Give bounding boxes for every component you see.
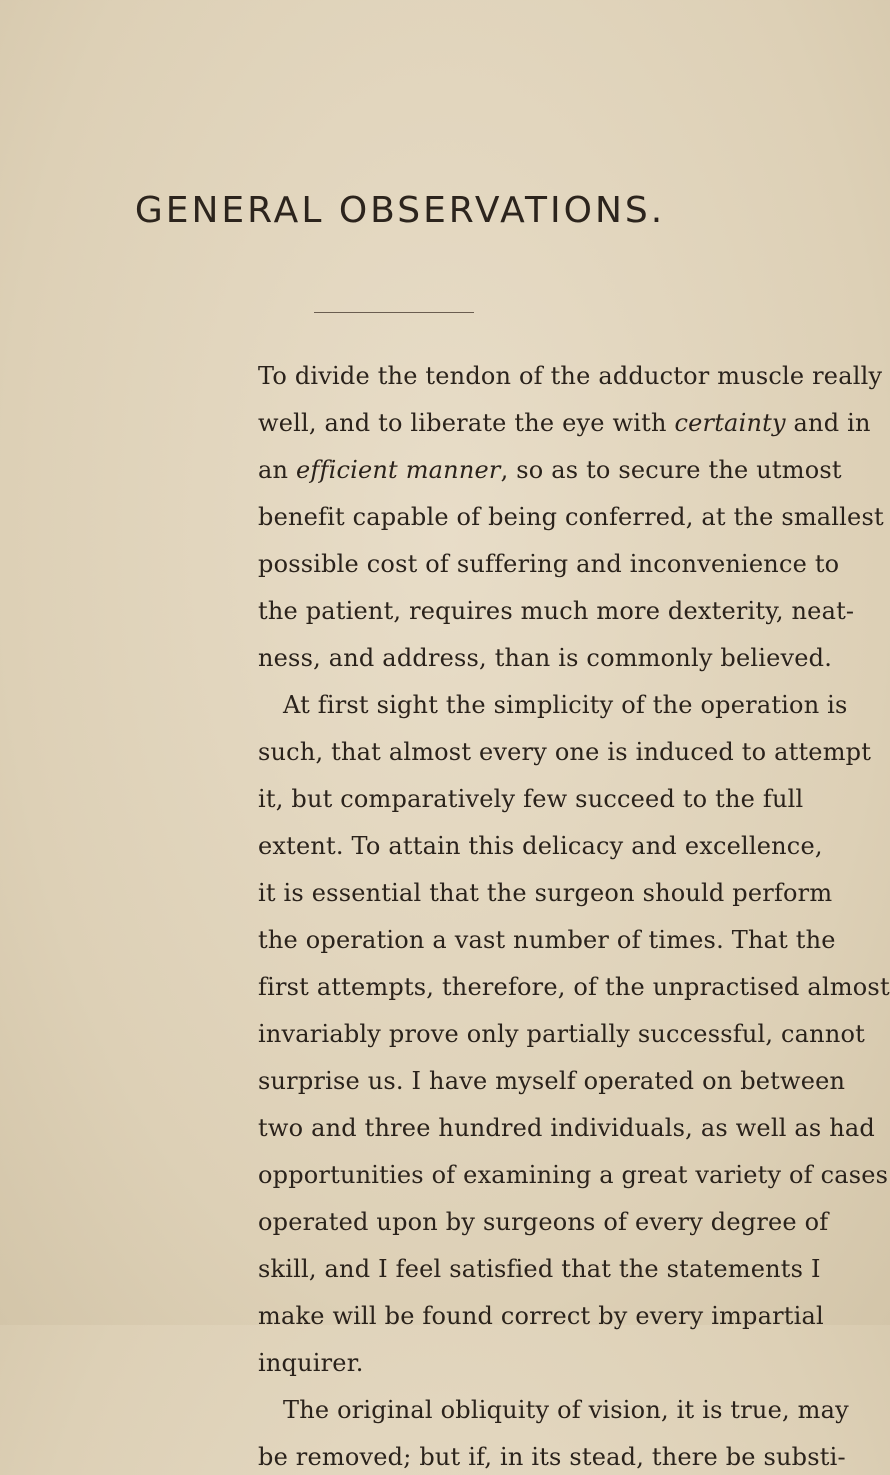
- text-line: possible cost of suffering and inconvenience to: [258, 550, 840, 578]
- text-line: The original obliquity of vision, it is true, may: [283, 1396, 849, 1424]
- text-line: surprise us. I have myself operated on between: [258, 1067, 846, 1095]
- text-line: To divide the tendon of the adductor muscle really: [258, 362, 883, 390]
- text-line: it, but comparatively few succeed to the full: [258, 785, 804, 813]
- text-line: well, and to liberate the eye with certainty and in: [258, 409, 871, 437]
- text-line: At first sight the simplicity of the operation is: [283, 691, 848, 719]
- text-line: inquirer.: [258, 1349, 364, 1377]
- text-line: the operation a vast number of times. That the: [258, 926, 836, 954]
- text-line: it is essential that the surgeon should perform: [258, 879, 833, 907]
- text-line: make will be found correct by every impartial: [258, 1302, 824, 1330]
- text-line: opportunities of examining a great variety of cases: [258, 1161, 889, 1189]
- text-line: first attempts, therefore, of the unpractised almost: [258, 973, 890, 1001]
- text-line: extent. To attain this delicacy and excellence,: [258, 832, 823, 860]
- text-line: be removed; but if, in its stead, there be substi-: [258, 1443, 846, 1471]
- page-title: GENERAL OBSERVATIONS.: [134, 190, 666, 231]
- text-line: benefit capable of being conferred, at the smallest: [258, 503, 884, 531]
- text-line: skill, and I feel satisfied that the statements I: [258, 1255, 821, 1283]
- text-line: invariably prove only partially successful, cannot: [258, 1020, 865, 1048]
- text-line: such, that almost every one is induced to attempt: [258, 738, 872, 766]
- title-divider: [314, 312, 474, 313]
- text-line: ness, and address, than is commonly believed.: [258, 644, 833, 672]
- text-line: two and three hundred individuals, as well as had: [258, 1114, 875, 1142]
- text-line: an efficient manner, so as to secure the utmost: [258, 456, 842, 484]
- text-line: operated upon by surgeons of every degree of: [258, 1208, 829, 1236]
- text-line: the patient, requires much more dexterity, neat-: [258, 597, 855, 625]
